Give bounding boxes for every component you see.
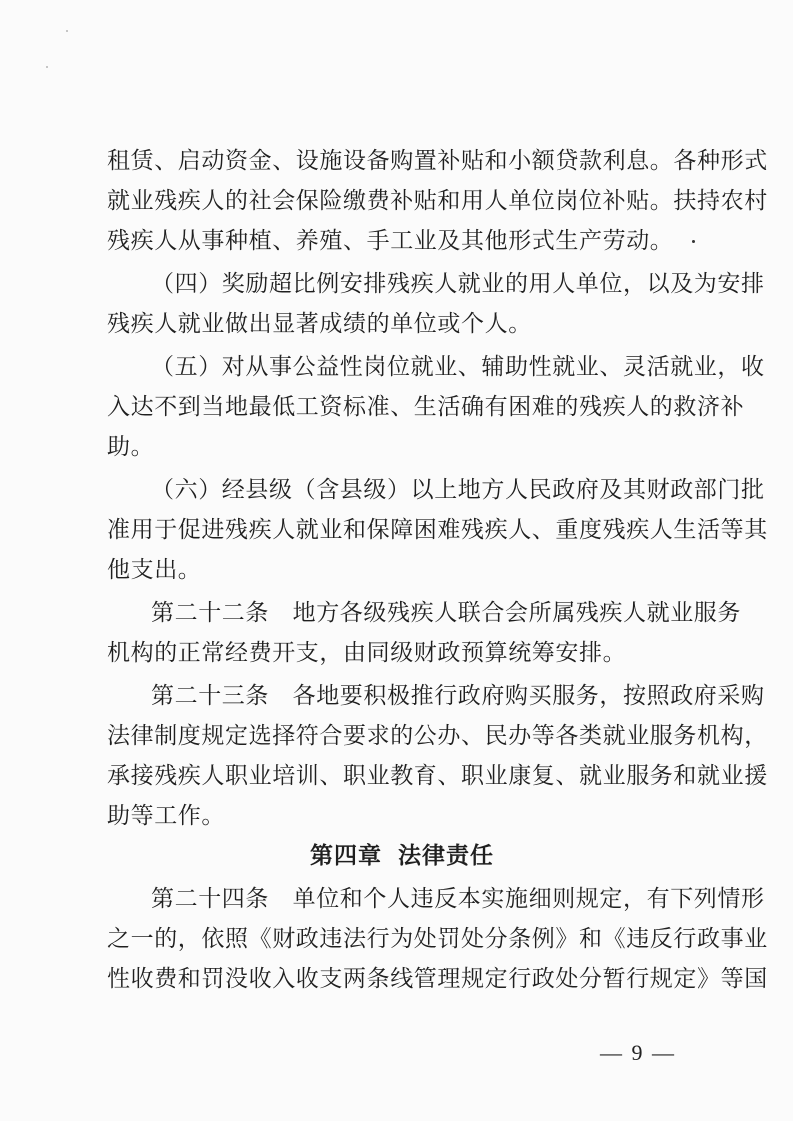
paragraph-line: 助。	[107, 434, 155, 460]
article-24-line: 第二十四条 单位和个人违反本实施细则规定，有下列情形	[151, 886, 765, 912]
paragraph-line: 就业残疾人的社会保险缴费补贴和用人单位岗位补贴。扶持农村	[107, 188, 768, 214]
paragraph-line: 残疾人就业做出显著成绩的单位或个人。	[107, 311, 532, 337]
page-number: — 9 —	[600, 1040, 676, 1065]
paragraph-line: 准用于促进残疾人就业和保障困难残疾人、重度残疾人生活等其	[107, 517, 768, 543]
paragraph-line: 入达不到当地最低工资标准、生活确有困难的残疾人的救济补	[107, 394, 745, 420]
article-23-line: 第二十三条 各地要积极推行政府购买服务，按照政府采购	[151, 683, 765, 709]
paragraph-line: 租赁、启动资金、设施设备购置补贴和小额贷款利息。各种形式	[107, 148, 768, 174]
chapter-title: 法律责任	[398, 843, 494, 869]
chapter-heading	[107, 836, 697, 876]
paragraph-line: 残疾人从事种植、养殖、手工业及其他形式生产劳动。	[107, 228, 674, 254]
paragraph-line: （四）奖励超比例安排残疾人就业的用人单位，以及为安排	[151, 271, 765, 297]
paragraph-line: 助等工作。	[107, 803, 225, 829]
paragraph-line: （六）经县级（含县级）以上地方人民政府及其财政部门批	[151, 477, 765, 503]
paragraph-line: 机构的正常经费开支，由同级财政预算统筹安排。	[107, 640, 627, 666]
paragraph-line: （五）对从事公益性岗位就业、辅助性就业、灵活就业，收	[151, 354, 765, 380]
article-22-line: 第二十二条 地方各级残疾人联合会所属残疾人就业服务	[151, 600, 741, 626]
chapter-number: 第四章	[310, 843, 382, 869]
paragraph-line: 性收费和罚没收入收支两条线管理规定行政处分暂行规定》等国	[107, 966, 768, 992]
paragraph-line: 他支出。	[107, 557, 202, 583]
body-text	[107, 141, 768, 999]
paragraph-line: 之一的，依照《财政违法行为处罚处分条例》和《违反行政事业	[107, 926, 768, 952]
paragraph-line: 承接残疾人职业培训、职业教育、职业康复、就业服务和就业援	[107, 763, 768, 789]
paragraph-line: 法律制度规定选择符合要求的公办、民办等各类就业服务机构，	[107, 723, 768, 749]
